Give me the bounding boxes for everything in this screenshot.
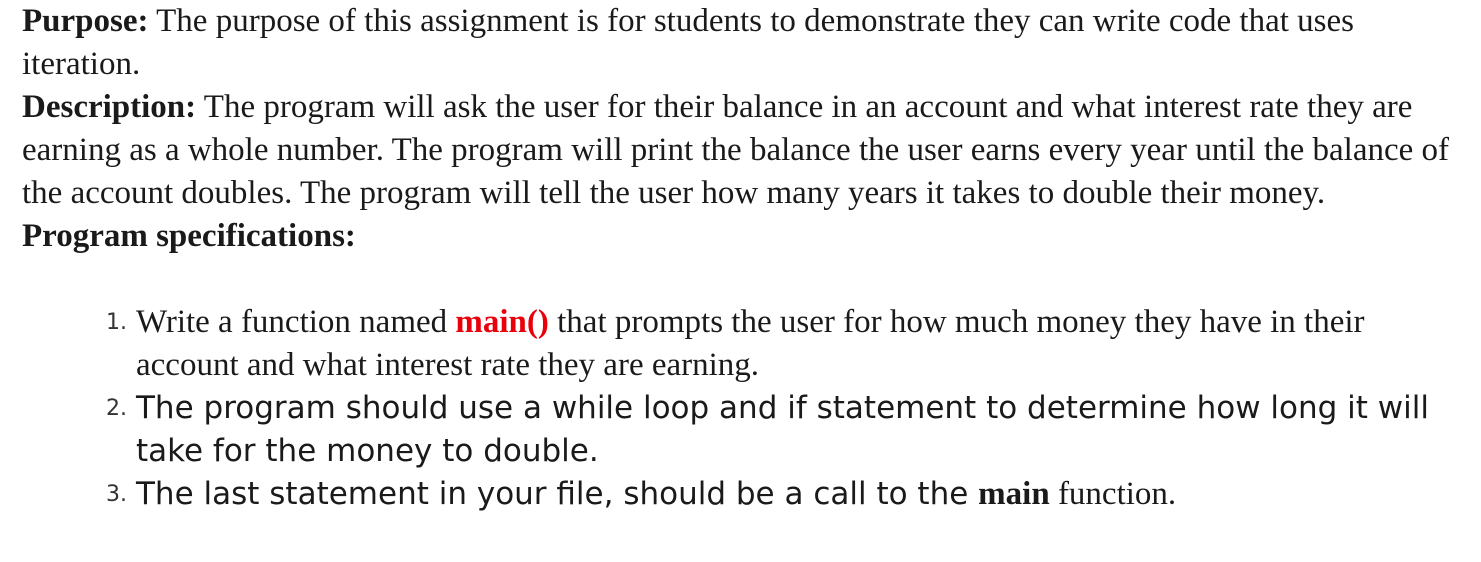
spec-item-2-text: The program should use a while loop and if statement to determine how long it will take for the money to double.	[136, 390, 1429, 469]
main-function-highlight: main()	[455, 304, 549, 340]
main-function-name: main	[978, 476, 1050, 512]
spec-item-3	[106, 473, 1467, 516]
purpose-label: Purpose:	[22, 3, 149, 39]
description-paragraph	[22, 86, 1467, 215]
assignment-document	[22, 0, 1467, 516]
spec-item-3-number: 3.	[106, 482, 127, 507]
spec-item-1-text-before: Write a function named	[136, 304, 456, 340]
specifications-heading: Program specifications:	[22, 218, 356, 254]
spec-item-2-number: 2.	[106, 396, 127, 421]
spec-item-1-text-after: that prompts the user for how much money they have in their account and what interest rate they are earning.	[136, 304, 1365, 383]
purpose-text: The purpose of this assignment is for students to demonstrate they can write code that uses iteration.	[22, 3, 1354, 82]
spec-item-2	[106, 387, 1467, 473]
description-text: The program will ask the user for their balance in an account and what interest rate they are earning as a whole number. The program will print the balance the user earns every year until the balance of the account doubles. The program will tell the user how many years it takes to double their money.	[22, 89, 1450, 211]
description-label: Description:	[22, 89, 197, 125]
specifications-list	[106, 301, 1467, 516]
spec-item-1	[106, 301, 1467, 387]
purpose-paragraph	[22, 0, 1467, 86]
spec-item-3-text-before: The last statement in your file, should be a call to the	[136, 476, 979, 512]
spec-item-1-number: 1.	[106, 310, 127, 335]
spec-item-3-text-after: function.	[1049, 476, 1177, 512]
